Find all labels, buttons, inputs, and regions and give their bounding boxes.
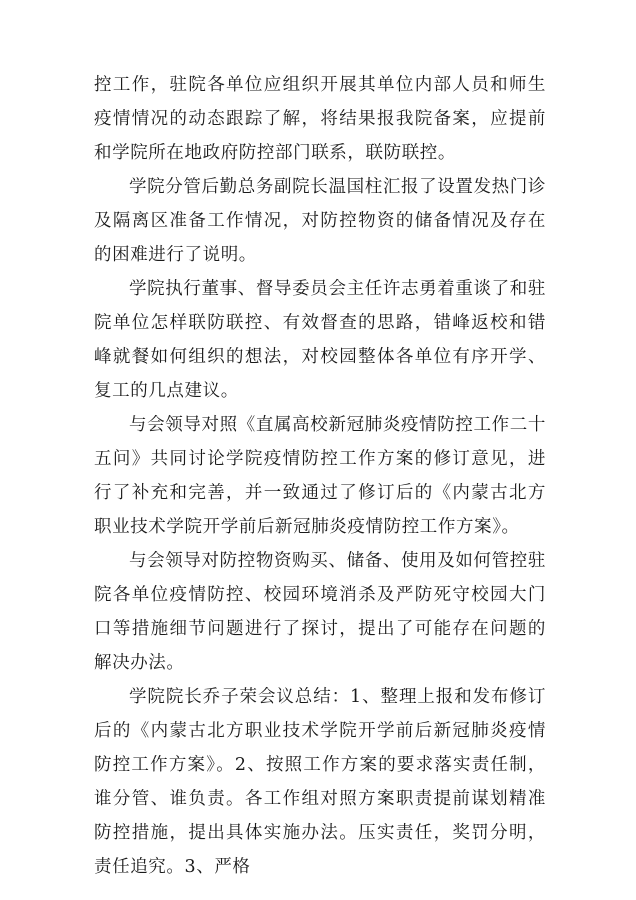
paragraph-logistics-report: 学院分管后勤总务副院长温国柱汇报了设置发热门诊及隔离区准备工作情况，对防控物资的储备情况及存在的困难进行了说明。 <box>94 177 546 265</box>
paragraph-materials-discussion: 与会领导对防控物资购买、储备、使用及如何管控驻院各单位疫情防控、校园环境消杀及严防死守校园大门口等措施细节问题进行了探讨，提出了可能存在问题的解决办法。 <box>94 551 546 673</box>
body-text <box>94 68 546 884</box>
paragraph-continued: 控工作，驻院各单位应组织开展其单位内部人员和师生疫情情况的动态跟踪了解，将结果报我院备案，应提前和学院所在地政府防控部门联系，联防联控。 <box>94 75 546 163</box>
paragraph-plan-revision: 与会领导对照《直属高校新冠肺炎疫情防控工作二十五问》共同讨论学院疫情防控工作方案的修订意见，进行了补充和完善，并一致通过了修订后的《内蒙古北方职业技术学院开学前后新冠肺炎疫情防控工作方案》。 <box>94 415 546 537</box>
paragraph-executive-director: 学院执行董事、督导委员会主任许志勇着重谈了和驻院单位怎样联防联控、有效督查的思路，错峰返校和错峰就餐如何组织的想法，对校园整体各单位有序开学、复工的几点建议。 <box>94 279 546 401</box>
paragraph-president-summary: 学院院长乔子荣会议总结：1、整理上报和发布修订后的《内蒙古北方职业技术学院开学前后新冠肺炎疫情防控工作方案》。2、按照工作方案的要求落实责任制，谁分管、谁负责。各工作组对照方案职责提前谋划精准防控措施，提出具体实施办法。压实责任，奖罚分明，责任追究。3、严格 <box>94 687 546 877</box>
